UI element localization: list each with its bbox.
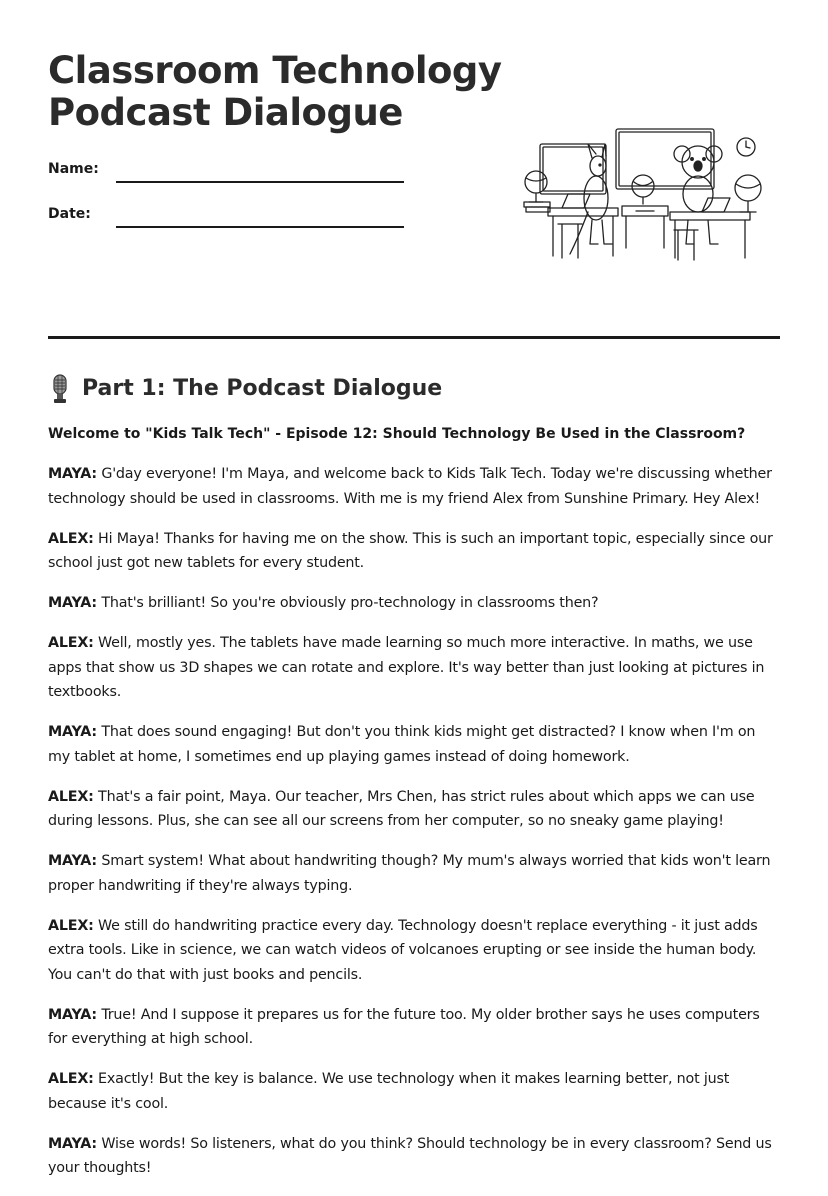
section-divider	[48, 336, 780, 339]
name-write-line[interactable]	[116, 181, 404, 183]
dialogue-line	[48, 785, 780, 834]
dialogue-text: Well, mostly yes. The tablets have made learning so much more interactive. In maths, we use apps that show us 3D shapes we can rotate and explore. It's way better than just looking at pictures in textbooks.	[48, 635, 765, 700]
date-label: Date:	[48, 206, 91, 222]
section-heading	[48, 374, 442, 404]
date-write-line[interactable]	[116, 226, 404, 228]
dialogue-line	[48, 849, 780, 898]
section-heading-text: Part 1: The Podcast Dialogue	[82, 376, 443, 401]
dialogue-text: Exactly! But the key is balance. We use technology when it makes learning better, not just because it's cool.	[48, 1071, 730, 1112]
speaker-label: ALEX:	[48, 530, 94, 547]
dialogue-line	[48, 631, 780, 705]
dialogue-text: We still do handwriting practice every day. Technology doesn't replace everything - it just adds extra tools. Like in science, we can watch videos of volcanoes erupting or see inside the human body. You can't do that with just books and pencils.	[48, 917, 758, 983]
speaker-label: MAYA:	[48, 853, 97, 869]
dialogue-line	[48, 1003, 780, 1052]
dialogue-text: True! And I suppose it prepares us for the future too. My older brother says he uses computers for everything at high school.	[48, 1006, 760, 1047]
speaker-label: MAYA:	[48, 466, 97, 482]
speaker-label: MAYA:	[48, 1006, 97, 1023]
speaker-label: ALEX:	[48, 1071, 94, 1087]
speaker-label: MAYA:	[48, 595, 97, 611]
dialogue-text: That's brilliant! So you're obviously pro-technology in classrooms then?	[101, 595, 599, 611]
dialogue-text: G'day everyone! I'm Maya, and welcome back to Kids Talk Tech. Today we're discussing whether technology should be used in classrooms. With me is my friend Alex from Sunshine Primary. Hey Alex!	[48, 466, 772, 507]
speaker-label: MAYA:	[48, 1135, 97, 1152]
speaker-label: ALEX:	[48, 788, 94, 805]
dialogue-line	[48, 1067, 780, 1116]
speaker-label: MAYA:	[48, 724, 97, 740]
microphone-icon	[48, 374, 72, 404]
dialogue-line	[48, 462, 780, 511]
dialogue-line	[48, 914, 780, 988]
speaker-label: ALEX:	[48, 917, 94, 934]
title-line-2: Podcast Dialogue	[48, 91, 403, 134]
name-field-row	[48, 160, 408, 184]
dialogue-line	[48, 527, 780, 576]
speaker-label: ALEX:	[48, 635, 94, 651]
title-line-1: Classroom Technology	[48, 49, 502, 92]
episode-subtitle: Welcome to "Kids Talk Tech" - Episode 12: Should Technology Be Used in the Classroom?	[48, 426, 746, 442]
name-label: Name:	[48, 161, 99, 177]
date-field-row	[48, 205, 408, 229]
dialogue-line	[48, 591, 780, 616]
dialogue-text: That does sound engaging! But don't you think kids might get distracted? I know when I'm on my tablet at home, I sometimes end up playing games instead of doing homework.	[48, 724, 756, 765]
dialogue-text: Smart system! What about handwriting though? My mum's always worried that kids won't learn proper handwriting if they're always typing.	[48, 853, 771, 894]
dialogue-line	[48, 1132, 780, 1181]
dialogue-list	[48, 462, 780, 1196]
kangaroo-and-koala-classroom-illustration	[518, 120, 770, 265]
dialogue-text: That's a fair point, Maya. Our teacher, Mrs Chen, has strict rules about which apps we can use during lessons. Plus, she can see all our screens from her computer, so no sneaky game playing!	[48, 788, 755, 829]
dialogue-text: Hi Maya! Thanks for having me on the show. This is such an important topic, especially since our school just got new tablets for every student.	[48, 530, 773, 571]
page-title	[48, 50, 508, 134]
dialogue-text: Wise words! So listeners, what do you think? Should technology be in every classroom? Send us your thoughts!	[48, 1135, 772, 1176]
dialogue-line	[48, 720, 780, 769]
